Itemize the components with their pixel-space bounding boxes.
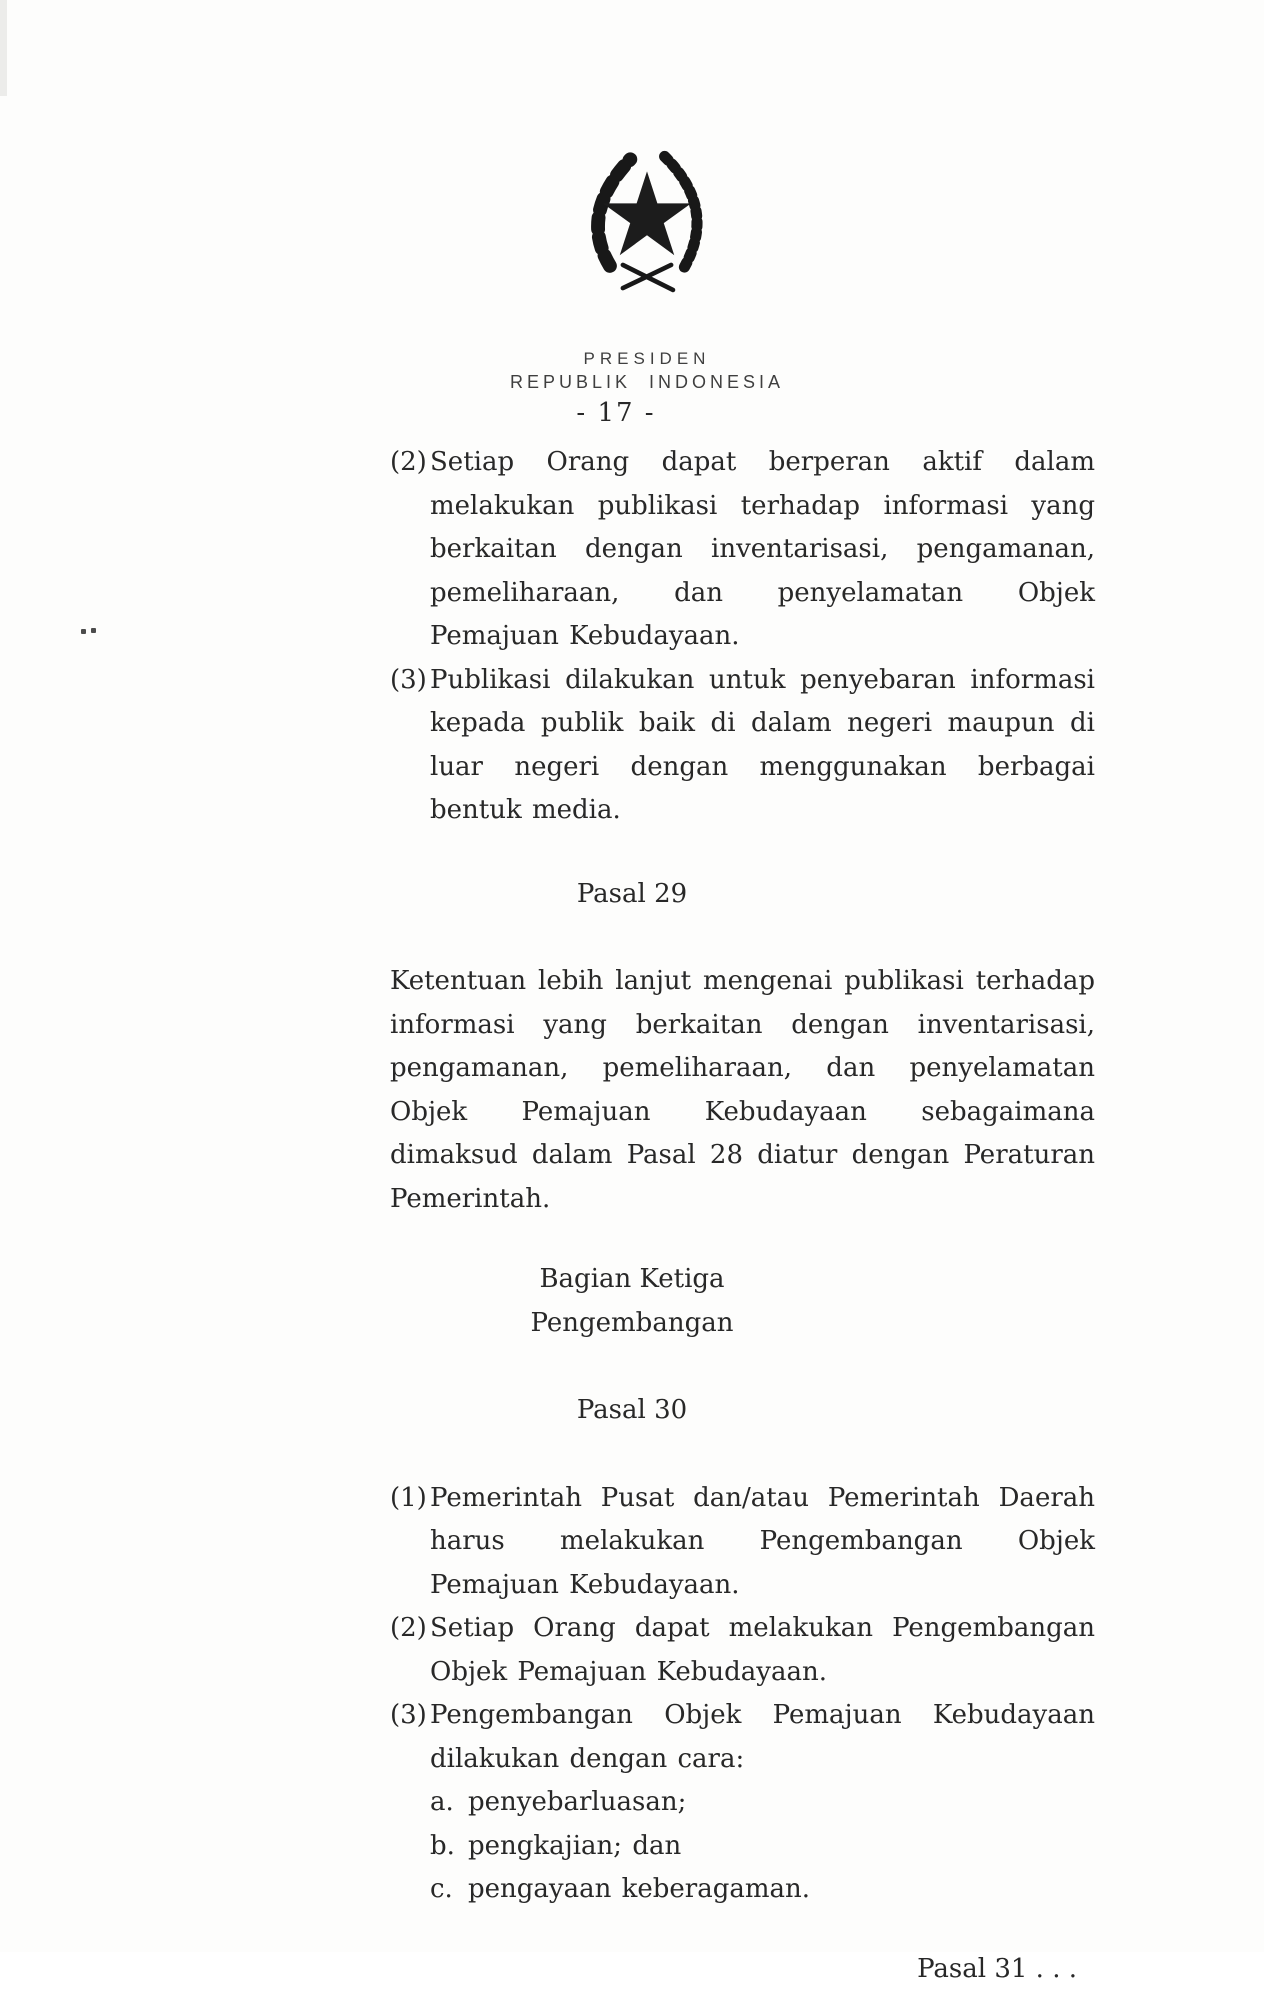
subclause-text: pengkajian; dan (468, 1825, 1095, 1869)
document-body (0, 441, 1264, 1991)
clause-number: (1) (390, 1477, 430, 1608)
clause-pasal30-ayat-1 (390, 1477, 1095, 1608)
bagian-ketiga-title: Bagian Ketiga (0, 1258, 1264, 1302)
clause-text (430, 1694, 1095, 1912)
pasal-29-text: Ketentuan lebih lanjut mengenai publikasi terhadap informasi yang berkaitan dengan inventarisasi, pengamanan, pemeliharaan, dan penyelamatan Objek Pemajuan Kebudayaan sebagaimana dimaksud dalam Pasal 28 diatur dengan Peraturan Pemerintah. (390, 960, 1095, 1221)
clause-text: Setiap Orang dapat berperan aktif dalam melakukan publikasi terhadap informasi yang berkaitan dengan inventarisasi, pengamanan, pemeliharaan, dan penyelamatan Objek Pemajuan Kebudayaan. (430, 441, 1095, 659)
clause-number: (2) (390, 1607, 430, 1694)
clause-pasal30-ayat-3 (390, 1694, 1095, 1912)
letterhead-subtitle: REPUBLIK INDONESIA (30, 372, 1264, 393)
wreath-stems (623, 265, 673, 290)
scan-edge-artifact (0, 0, 7, 96)
pasal-30-heading: Pasal 30 (0, 1389, 1264, 1433)
presidential-seal-icon (571, 146, 723, 306)
clause-pasal30-ayat-2 (390, 1607, 1095, 1694)
clause-number: (2) (390, 441, 430, 659)
page-number: - 17 - (0, 398, 1232, 428)
clause-pasal28-ayat-3 (390, 659, 1095, 833)
subclause-text: pengayaan keberagaman. (468, 1868, 1095, 1912)
bagian-ketiga-subtitle: Pengembangan (0, 1302, 1264, 1346)
letterhead (30, 146, 1264, 393)
subclause-text: penyebarluasan; (468, 1781, 1095, 1825)
letterhead-title: PRESIDEN (30, 349, 1264, 369)
subclause-a (430, 1781, 1095, 1825)
clause-lead-text: Pengembangan Objek Pemajuan Kebudayaan dilakukan dengan cara: (430, 1700, 1095, 1774)
clause-text: Pemerintah Pusat dan/atau Pemerintah Daerah harus melakukan Pengembangan Objek Pemajuan Kebudayaan. (430, 1477, 1095, 1608)
continuation-note: Pasal 31 . . . (390, 1948, 1095, 1991)
bagian-ketiga-heading-group (0, 1258, 1264, 1345)
pasal-29-heading: Pasal 29 (0, 873, 1264, 917)
clause-pasal28-ayat-2 (390, 441, 1095, 659)
subclause-c (430, 1868, 1095, 1912)
subclause-b (430, 1825, 1095, 1869)
clause-number: (3) (390, 1694, 430, 1912)
scan-speck (81, 628, 99, 635)
clause-text: Setiap Orang dapat melakukan Pengembangan Objek Pemajuan Kebudayaan. (430, 1607, 1095, 1694)
subclause-letter: b. (430, 1825, 468, 1869)
subclause-letter: a. (430, 1781, 468, 1825)
subclause-letter: c. (430, 1868, 468, 1912)
clause-number: (3) (390, 659, 430, 833)
clause-text: Publikasi dilakukan untuk penyebaran informasi kepada publik baik di dalam negeri maupun di luar negeri dengan menggunakan berbagai bentuk media. (430, 659, 1095, 833)
